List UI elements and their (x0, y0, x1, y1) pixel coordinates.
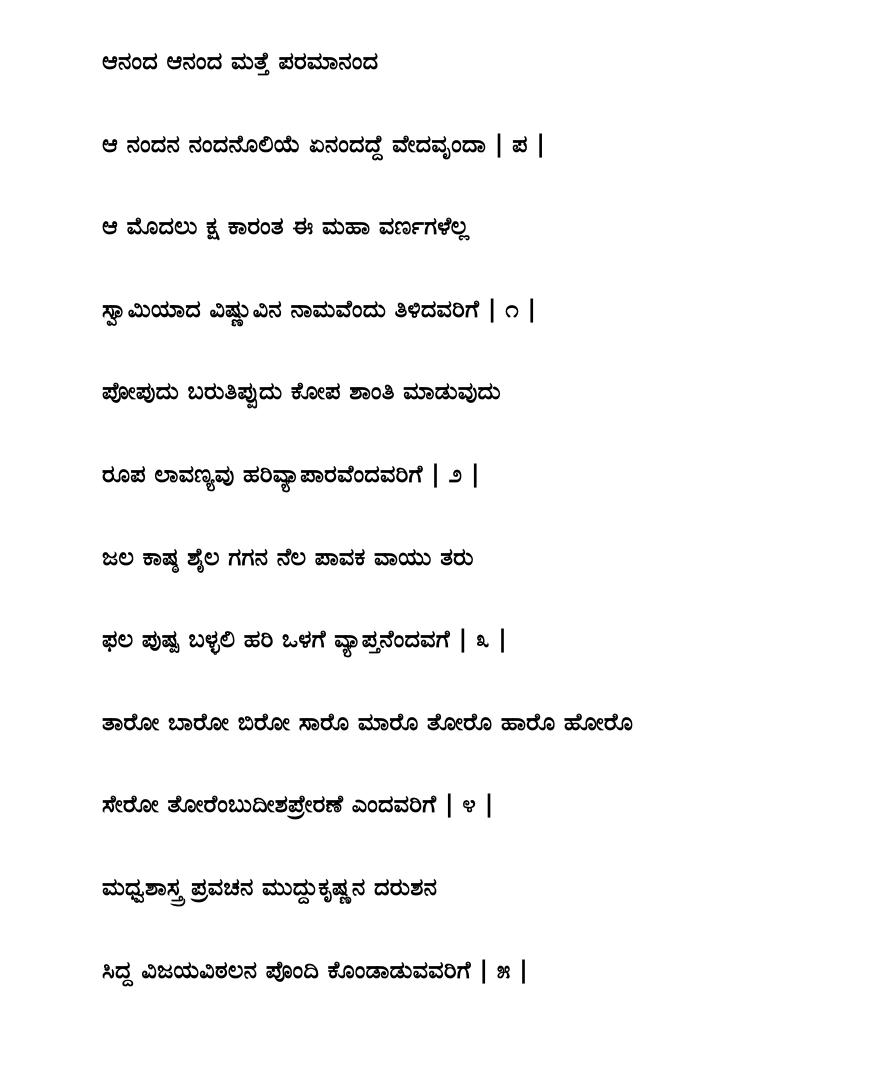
poem-line-2: ಆ ನಂದನ ನಂದನೊಲಿಯೆ ಏನಂದದ್ದೆ ವೇದವೃಂದಾ | ಪ | (102, 129, 546, 158)
poem-text (102, 38, 862, 1029)
poem-line-11: ಮಧ್ವಶಾಸ್ತ್ರ ಪ್ರವಚನ ಮುದ್ದುಕೃಷ್ಣನ ದರುಶನ (102, 872, 438, 901)
poem-line-12: ಸಿದ್ದ ವಿಜಯವಿಠಲನ ಪೊಂದಿ ಕೊಂಡಾಡುವವರಿಗೆ | ೫ | (102, 955, 529, 984)
poem-line-5: ಪೋಪುದು ಬರುತಿಪ್ಪುದು ಕೋಪ ಶಾಂತಿ ಮಾಡುವುದು (102, 377, 501, 406)
poem-line-3: ಆ ಮೊದಲು ಕ್ಷ ಕಾರಂತ ಈ ಮಹಾ ವರ್ಣಗಳೆಲ್ಲ (102, 212, 470, 241)
poem-line-4: ಸ್ವಾಮಿಯಾದ ವಿಷ್ಣುವಿನ ನಾಮವೆಂದು ತಿಳಿದವರಿಗೆ | ೧ | (102, 294, 537, 323)
poem-line-9: ತಾರೋ ಬಾರೋ ಬಿರೋ ಸಾರೊ ಮಾರೊ ತೋರೊ ಹಾರೊ ಹೋರೊ (102, 707, 634, 736)
poem-line-1: ಆನಂದ ಆನಂದ ಮತ್ತೆ ಪರಮಾನಂದ (102, 47, 379, 75)
poem-line-8: ಫಲ ಪುಷ್ಪ ಬಳ್ಳಲಿ ಹರಿ ಒಳಗೆ ವ್ಯಾಪ್ತನೆಂದವಗೆ | ೩ | (102, 625, 508, 654)
poem-line-10: ಸೇರೋ ತೋರೆಂಬುದೀಶಪ್ರೇರಣೆ ಎಂದವರಿಗೆ | ೪ | (102, 790, 494, 819)
poem-line-6: ರೂಪ ಲಾವಣ್ಯವು ಹರಿವ್ಯಾಪಾರವೆಂದವರಿಗೆ | ೨ | (102, 459, 480, 488)
poem-line-7: ಜಲ ಕಾಷ್ಠ ಶೈಲ ಗಗನ ನೆಲ ಪಾವಕ ವಾಯು ತರು (102, 542, 474, 571)
